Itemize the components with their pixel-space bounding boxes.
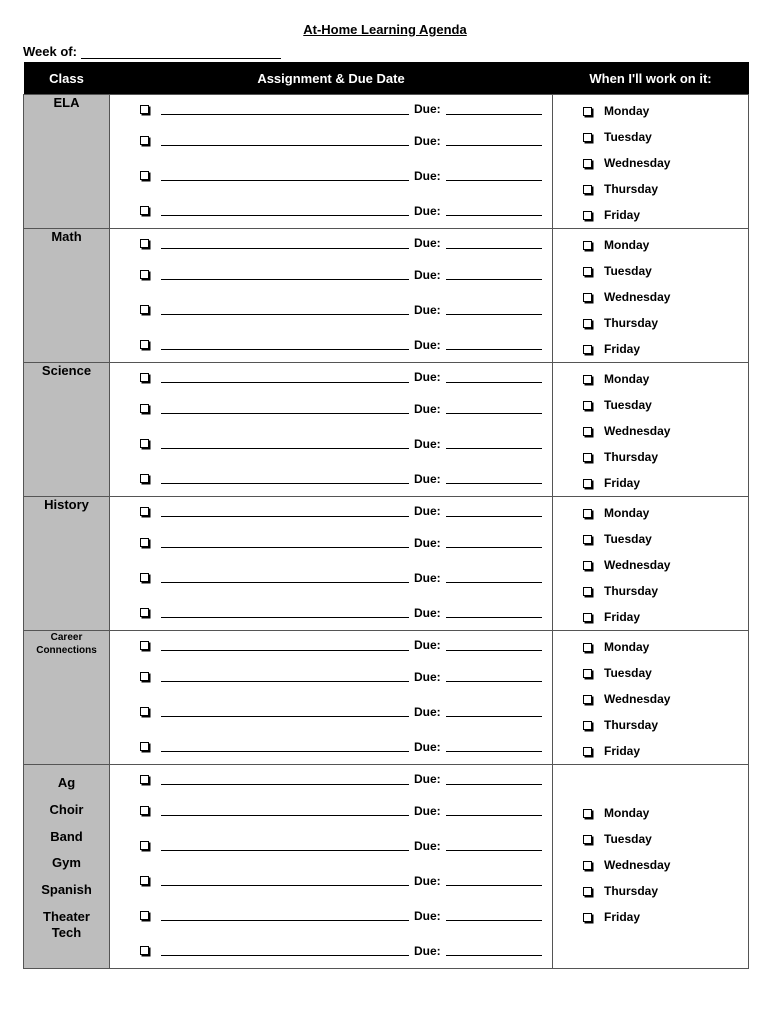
day-item[interactable]	[553, 310, 748, 336]
day-label: Thursday	[604, 182, 659, 196]
due-date-blank[interactable]	[446, 774, 542, 785]
checkbox-icon[interactable]	[140, 105, 149, 114]
checkbox-icon[interactable]	[140, 136, 149, 145]
due-date-blank[interactable]	[446, 170, 542, 181]
checkbox-icon[interactable]	[140, 340, 149, 349]
day-label: Thursday	[604, 316, 659, 330]
checkbox-icon[interactable]	[140, 911, 149, 920]
class-name: Career Connections	[24, 631, 110, 765]
checkbox-icon[interactable]	[583, 669, 592, 678]
due-label: Due:	[414, 605, 441, 620]
day-item[interactable]	[553, 202, 748, 228]
checkbox-icon[interactable]	[140, 507, 149, 516]
assignment-blank[interactable]	[161, 607, 409, 618]
due-label: Due:	[414, 401, 441, 416]
day-label: Friday	[604, 910, 641, 924]
day-item[interactable]	[553, 852, 748, 878]
day-item[interactable]	[553, 552, 748, 578]
day-item[interactable]	[553, 526, 748, 552]
assignment-blank[interactable]	[161, 135, 409, 146]
checkbox-icon[interactable]	[583, 479, 592, 488]
checkbox-icon[interactable]	[140, 707, 149, 716]
day-item[interactable]	[553, 232, 748, 258]
due-label: Due:	[414, 772, 441, 786]
day-item[interactable]	[553, 500, 748, 526]
due-label: Due:	[414, 203, 441, 218]
assignment-item[interactable]	[110, 327, 552, 362]
assignment-blank[interactable]	[161, 706, 409, 717]
checkbox-icon[interactable]	[583, 721, 592, 730]
day-label: Friday	[604, 208, 641, 222]
due-label: Due:	[414, 535, 441, 550]
assignment-cell	[110, 497, 553, 631]
checkbox-icon[interactable]	[140, 672, 149, 681]
due-date-blank[interactable]	[446, 910, 542, 921]
due-date-blank[interactable]	[446, 304, 542, 315]
checkbox-icon[interactable]	[583, 695, 592, 704]
due-label: Due:	[414, 102, 441, 116]
due-label: Due:	[414, 133, 441, 148]
day-label: Friday	[604, 610, 641, 624]
day-label: Wednesday	[604, 692, 671, 706]
assignment-item[interactable]	[110, 729, 552, 764]
day-label: Wednesday	[604, 424, 671, 438]
checkbox-icon[interactable]	[583, 319, 592, 328]
day-label: Tuesday	[604, 130, 652, 144]
checkbox-icon[interactable]	[140, 439, 149, 448]
checkbox-icon[interactable]	[583, 401, 592, 410]
assignment-blank[interactable]	[161, 238, 409, 249]
day-item[interactable]	[553, 336, 748, 362]
assignment-item[interactable]	[110, 391, 552, 426]
day-label: Friday	[604, 342, 641, 356]
assignment-blank[interactable]	[161, 170, 409, 181]
checkbox-icon[interactable]	[583, 185, 592, 194]
elective-name: Gym	[52, 855, 81, 871]
assignment-blank[interactable]	[161, 473, 409, 484]
due-label: Due:	[414, 471, 441, 486]
due-date-blank[interactable]	[446, 238, 542, 249]
checkbox-icon[interactable]	[583, 345, 592, 354]
day-item[interactable]	[553, 98, 748, 124]
checkbox-icon[interactable]	[140, 404, 149, 413]
day-item[interactable]	[553, 634, 748, 660]
due-label: Due:	[414, 337, 441, 352]
day-label: Tuesday	[604, 832, 652, 846]
day-label: Thursday	[604, 718, 659, 732]
assignment-blank[interactable]	[161, 741, 409, 752]
assignment-blank[interactable]	[161, 403, 409, 414]
assignment-blank[interactable]	[161, 205, 409, 216]
day-label: Monday	[604, 372, 650, 386]
class-row-career-connections	[24, 631, 749, 765]
agenda-table	[23, 62, 749, 969]
checkbox-icon[interactable]	[140, 373, 149, 382]
due-date-blank[interactable]	[446, 506, 542, 517]
class-row-ela	[24, 95, 749, 229]
due-label: Due:	[414, 908, 441, 923]
due-date-blank[interactable]	[446, 945, 542, 956]
assignment-item[interactable]	[110, 631, 552, 659]
day-label: Thursday	[604, 884, 659, 898]
day-item[interactable]	[553, 686, 748, 712]
assignment-blank[interactable]	[161, 572, 409, 583]
day-label: Thursday	[604, 584, 659, 598]
due-label: Due:	[414, 838, 441, 853]
assignment-blank[interactable]	[161, 805, 409, 816]
class-row-math	[24, 229, 749, 363]
day-item[interactable]	[553, 418, 748, 444]
assignment-blank[interactable]	[161, 537, 409, 548]
due-date-blank[interactable]	[446, 840, 542, 851]
checkbox-icon[interactable]	[140, 305, 149, 314]
checkbox-icon[interactable]	[140, 946, 149, 955]
checkbox-icon[interactable]	[140, 206, 149, 215]
day-item[interactable]	[553, 150, 748, 176]
assignment-blank[interactable]	[161, 671, 409, 682]
assignment-blank[interactable]	[161, 945, 409, 956]
assignment-item[interactable]	[110, 497, 552, 525]
checkbox-icon[interactable]	[140, 270, 149, 279]
assignment-item[interactable]	[110, 363, 552, 391]
assignment-item[interactable]	[110, 863, 552, 898]
day-item[interactable]	[553, 878, 748, 904]
assignment-blank[interactable]	[161, 910, 409, 921]
day-item[interactable]	[553, 444, 748, 470]
assignment-blank[interactable]	[161, 640, 409, 651]
checkbox-icon[interactable]	[140, 171, 149, 180]
day-label: Tuesday	[604, 666, 652, 680]
assignment-blank[interactable]	[161, 304, 409, 315]
day-item[interactable]	[553, 366, 748, 392]
checkbox-icon[interactable]	[583, 887, 592, 896]
due-label: Due:	[414, 267, 441, 282]
due-date-blank[interactable]	[446, 572, 542, 583]
assignment-item[interactable]	[110, 828, 552, 863]
day-label: Friday	[604, 744, 641, 758]
due-label: Due:	[414, 168, 441, 183]
day-label: Tuesday	[604, 398, 652, 412]
checkbox-icon[interactable]	[583, 293, 592, 302]
checkbox-icon[interactable]	[140, 239, 149, 248]
assignment-item[interactable]	[110, 793, 552, 828]
week-of-field[interactable]	[23, 44, 281, 59]
assignment-header: Assignment & Due Date	[110, 62, 553, 95]
day-label: Monday	[604, 506, 650, 520]
when-header: When I'll work on it:	[553, 62, 749, 95]
due-date-blank[interactable]	[446, 741, 542, 752]
assignment-item[interactable]	[110, 595, 552, 630]
day-label: Wednesday	[604, 558, 671, 572]
day-item[interactable]	[553, 826, 748, 852]
checkbox-icon[interactable]	[583, 809, 592, 818]
day-item[interactable]	[553, 176, 748, 202]
day-item[interactable]	[553, 800, 748, 826]
checkbox-icon[interactable]	[583, 375, 592, 384]
day-label: Wednesday	[604, 156, 671, 170]
day-cell	[553, 631, 749, 765]
assignment-item[interactable]	[110, 525, 552, 560]
assignment-item[interactable]	[110, 95, 552, 123]
day-cell	[553, 95, 749, 229]
elective-name: Band	[50, 828, 83, 844]
due-label: Due:	[414, 638, 441, 652]
class-name: History	[24, 497, 110, 631]
due-label: Due:	[414, 739, 441, 754]
checkbox-icon[interactable]	[583, 913, 592, 922]
checkbox-icon[interactable]	[583, 587, 592, 596]
due-label: Due:	[414, 873, 441, 888]
day-item[interactable]	[553, 604, 748, 630]
checkbox-icon[interactable]	[583, 509, 592, 518]
checkbox-icon[interactable]	[583, 267, 592, 276]
elective-name: Theater Tech	[43, 908, 90, 940]
day-label: Monday	[604, 640, 650, 654]
checkbox-icon[interactable]	[583, 211, 592, 220]
assignment-item[interactable]	[110, 898, 552, 933]
checkbox-icon[interactable]	[583, 861, 592, 870]
day-label: Monday	[604, 104, 650, 118]
day-item[interactable]	[553, 578, 748, 604]
assignment-blank[interactable]	[161, 774, 409, 785]
assignment-cell	[110, 631, 553, 765]
day-label: Monday	[604, 806, 650, 820]
day-item[interactable]	[553, 470, 748, 496]
header-row	[24, 62, 749, 95]
checkbox-icon[interactable]	[583, 835, 592, 844]
assignment-item[interactable]	[110, 193, 552, 228]
due-date-blank[interactable]	[446, 104, 542, 115]
day-label: Wednesday	[604, 858, 671, 872]
checkbox-icon[interactable]	[583, 613, 592, 622]
day-item[interactable]	[553, 258, 748, 284]
due-date-blank[interactable]	[446, 339, 542, 350]
due-label: Due:	[414, 504, 441, 518]
checkbox-icon[interactable]	[583, 241, 592, 250]
day-cell	[553, 229, 749, 363]
assignment-item[interactable]	[110, 765, 552, 793]
due-date-blank[interactable]	[446, 473, 542, 484]
elective-name: Choir	[49, 801, 84, 817]
assignment-cell	[110, 765, 553, 969]
due-label: Due:	[414, 669, 441, 684]
due-date-blank[interactable]	[446, 537, 542, 548]
day-item[interactable]	[553, 392, 748, 418]
assignment-cell	[110, 363, 553, 497]
class-row-science	[24, 363, 749, 497]
due-date-blank[interactable]	[446, 706, 542, 717]
due-date-blank[interactable]	[446, 805, 542, 816]
checkbox-icon[interactable]	[583, 643, 592, 652]
due-date-blank[interactable]	[446, 205, 542, 216]
due-label: Due:	[414, 436, 441, 451]
due-label: Due:	[414, 236, 441, 250]
assignment-blank[interactable]	[161, 104, 409, 115]
assignment-blank[interactable]	[161, 438, 409, 449]
day-item[interactable]	[553, 904, 748, 930]
checkbox-icon[interactable]	[140, 876, 149, 885]
checkbox-icon[interactable]	[583, 561, 592, 570]
assignment-cell	[110, 229, 553, 363]
due-date-blank[interactable]	[446, 438, 542, 449]
day-label: Wednesday	[604, 290, 671, 304]
assignment-item[interactable]	[110, 659, 552, 694]
class-name: ELA	[24, 95, 110, 229]
checkbox-icon[interactable]	[583, 747, 592, 756]
elective-name: Ag	[57, 775, 76, 790]
checkbox-icon[interactable]	[140, 806, 149, 815]
elective-name: Spanish	[41, 882, 92, 898]
day-label: Thursday	[604, 450, 659, 464]
checkbox-icon[interactable]	[140, 538, 149, 547]
day-cell	[553, 497, 749, 631]
day-cell	[553, 363, 749, 497]
page-title: At-Home Learning Agenda	[303, 22, 467, 37]
week-of-label: Week of:	[23, 44, 77, 59]
checkbox-icon[interactable]	[583, 453, 592, 462]
due-date-blank[interactable]	[446, 607, 542, 618]
checkbox-icon[interactable]	[583, 427, 592, 436]
assignment-cell	[110, 95, 553, 229]
due-label: Due:	[414, 370, 441, 384]
assignment-item[interactable]	[110, 694, 552, 729]
class-name: Science	[24, 363, 110, 497]
assignment-blank[interactable]	[161, 269, 409, 280]
day-item[interactable]	[553, 712, 748, 738]
due-date-blank[interactable]	[446, 269, 542, 280]
assignment-item[interactable]	[110, 123, 552, 158]
due-label: Due:	[414, 570, 441, 585]
checkbox-icon[interactable]	[140, 841, 149, 850]
due-date-blank[interactable]	[446, 135, 542, 146]
week-of-blank[interactable]	[81, 46, 281, 59]
checkbox-icon[interactable]	[583, 133, 592, 142]
checkbox-icon[interactable]	[140, 742, 149, 751]
assignment-blank[interactable]	[161, 506, 409, 517]
assignment-blank[interactable]	[161, 339, 409, 350]
due-label: Due:	[414, 803, 441, 818]
day-item[interactable]	[553, 124, 748, 150]
due-date-blank[interactable]	[446, 372, 542, 383]
due-date-blank[interactable]	[446, 640, 542, 651]
due-date-blank[interactable]	[446, 671, 542, 682]
assignment-item[interactable]	[110, 257, 552, 292]
checkbox-icon[interactable]	[140, 608, 149, 617]
due-label: Due:	[414, 302, 441, 317]
assignment-item[interactable]	[110, 229, 552, 257]
class-row-history	[24, 497, 749, 631]
checkbox-icon[interactable]	[140, 474, 149, 483]
day-item[interactable]	[553, 284, 748, 310]
class-name: Math	[24, 229, 110, 363]
assignment-item[interactable]	[110, 560, 552, 595]
due-date-blank[interactable]	[446, 875, 542, 886]
assignment-blank[interactable]	[161, 840, 409, 851]
assignment-blank[interactable]	[161, 372, 409, 383]
assignment-blank[interactable]	[161, 875, 409, 886]
day-item[interactable]	[553, 660, 748, 686]
day-label: Monday	[604, 238, 650, 252]
checkbox-icon[interactable]	[583, 159, 592, 168]
class-header: Class	[24, 62, 110, 95]
class-row-electives	[24, 765, 749, 969]
assignment-item[interactable]	[110, 292, 552, 327]
checkbox-icon[interactable]	[583, 107, 592, 116]
day-cell	[553, 765, 749, 969]
assignment-item[interactable]	[110, 158, 552, 193]
assignment-item[interactable]	[110, 426, 552, 461]
day-item[interactable]	[553, 738, 748, 764]
checkbox-icon[interactable]	[140, 641, 149, 650]
checkbox-icon[interactable]	[140, 573, 149, 582]
due-label: Due:	[414, 704, 441, 719]
day-label: Friday	[604, 476, 641, 490]
assignment-item[interactable]	[110, 933, 552, 968]
due-date-blank[interactable]	[446, 403, 542, 414]
electives-cell	[24, 765, 110, 969]
checkbox-icon[interactable]	[140, 775, 149, 784]
day-label: Tuesday	[604, 532, 652, 546]
checkbox-icon[interactable]	[583, 535, 592, 544]
assignment-item[interactable]	[110, 461, 552, 496]
day-label: Tuesday	[604, 264, 652, 278]
due-label: Due:	[414, 943, 441, 958]
